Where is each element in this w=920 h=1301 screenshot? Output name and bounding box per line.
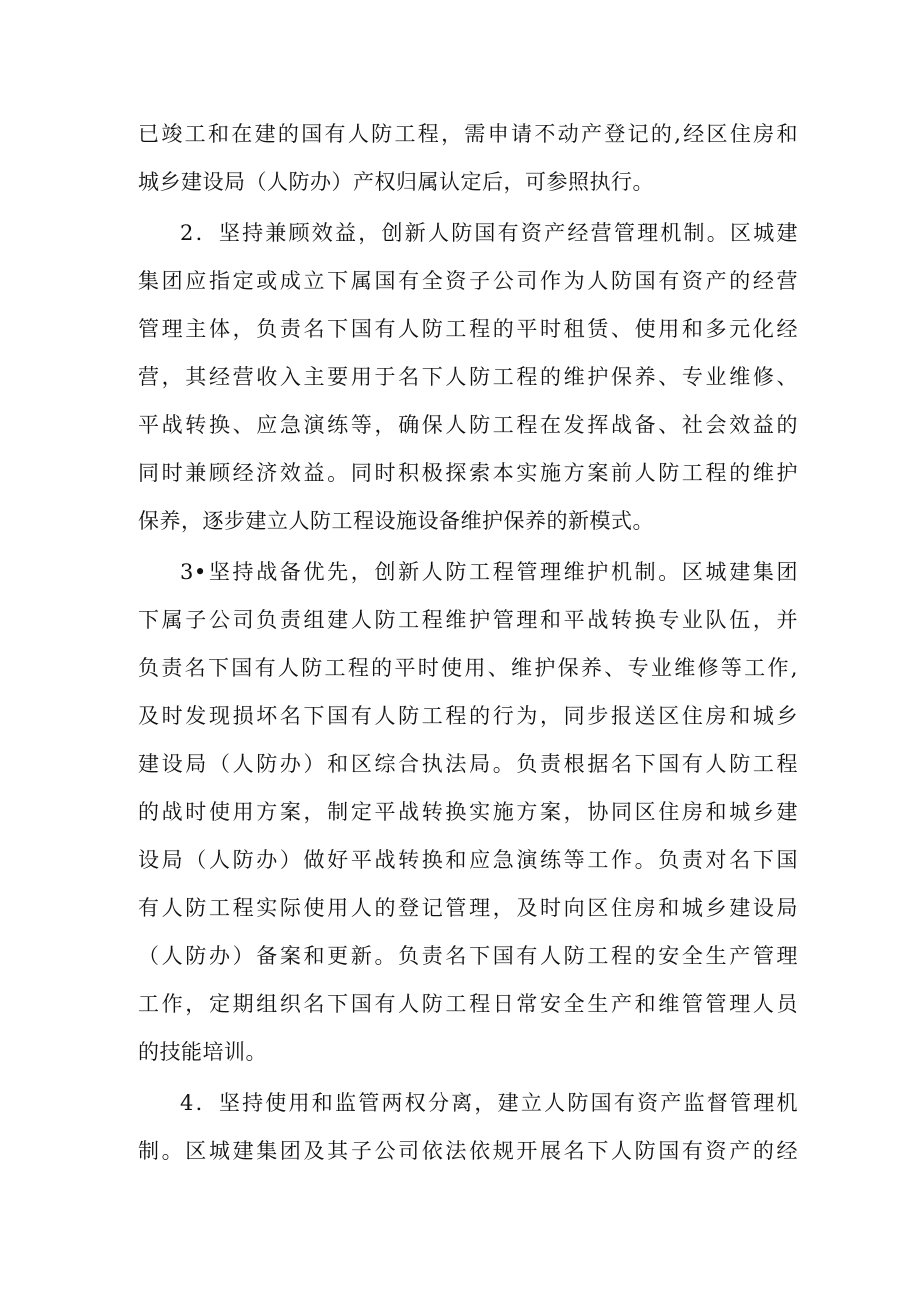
paragraph-line: 建设局（人防办）和区综合执法局。负责根据名下国有人防工程: [138, 752, 798, 776]
paragraph-2: [138, 209, 798, 545]
paragraph-line: 及时发现损坏名下国有人防工程的行为，同步报送区住房和城乡: [138, 704, 798, 728]
paragraph-line: 平战转换、应急演练等，确保人防工程在发挥战备、社会效益的: [138, 413, 798, 437]
paragraph-line: 制。区城建集团及其子公司依法依规开展名下人防国有资产的经: [138, 1139, 798, 1163]
paragraph-3: [138, 548, 798, 1076]
paragraph-line: 3•坚持战备优先，创新人防工程管理维护机制。区城建集团: [180, 560, 798, 584]
paragraph-line: 集团应指定或成立下属国有全资子公司作为人防国有资产的经营: [138, 269, 798, 293]
paragraph-line: 的技能培训。: [138, 1040, 267, 1064]
paragraph-line: 同时兼顾经济效益。同时积极探索本实施方案前人防工程的维护: [138, 461, 798, 485]
paragraph-line: 保养，逐步建立人防工程设施设备维护保养的新模式。: [138, 509, 654, 533]
paragraph-line: 有人防工程实际使用人的登记管理，及时向区住房和城乡建设局: [138, 896, 798, 920]
paragraph-line: （人防办）备案和更新。负责名下国有人防工程的安全生产管理: [138, 944, 798, 968]
paragraph-1: [138, 110, 798, 206]
paragraph-line: 下属子公司负责组建人防工程维护管理和平战转换专业队伍，并: [138, 608, 798, 632]
paragraph-4: [138, 1079, 798, 1175]
paragraph-line: 工作，定期组织名下国有人防工程日常安全生产和维管管理人员: [138, 992, 798, 1016]
paragraph-line: 已竣工和在建的国有人防工程，需申请不动产登记的,经区住房和: [138, 122, 798, 146]
paragraph-line: 负责名下国有人防工程的平时使用、维护保养、专业维修等工作,: [138, 656, 798, 680]
paragraph-line: 4．坚持使用和监管两权分离，建立人防国有资产监督管理机: [180, 1091, 798, 1115]
paragraph-line: 管理主体，负责名下国有人防工程的平时租赁、使用和多元化经: [138, 317, 798, 341]
document-body: [138, 110, 798, 1175]
paragraph-line: 设局（人防办）做好平战转换和应急演练等工作。负责对名下国: [138, 848, 798, 872]
paragraph-line: 的战时使用方案，制定平战转换实施方案，协同区住房和城乡建: [138, 800, 798, 824]
paragraph-line: 2．坚持兼顾效益，创新人防国有资产经营管理机制。区城建: [180, 221, 798, 245]
paragraph-line: 城乡建设局（人防办）产权归属认定后，可参照执行。: [138, 170, 654, 194]
paragraph-line: 营，其经营收入主要用于名下人防工程的维护保养、专业维修、: [138, 365, 798, 389]
